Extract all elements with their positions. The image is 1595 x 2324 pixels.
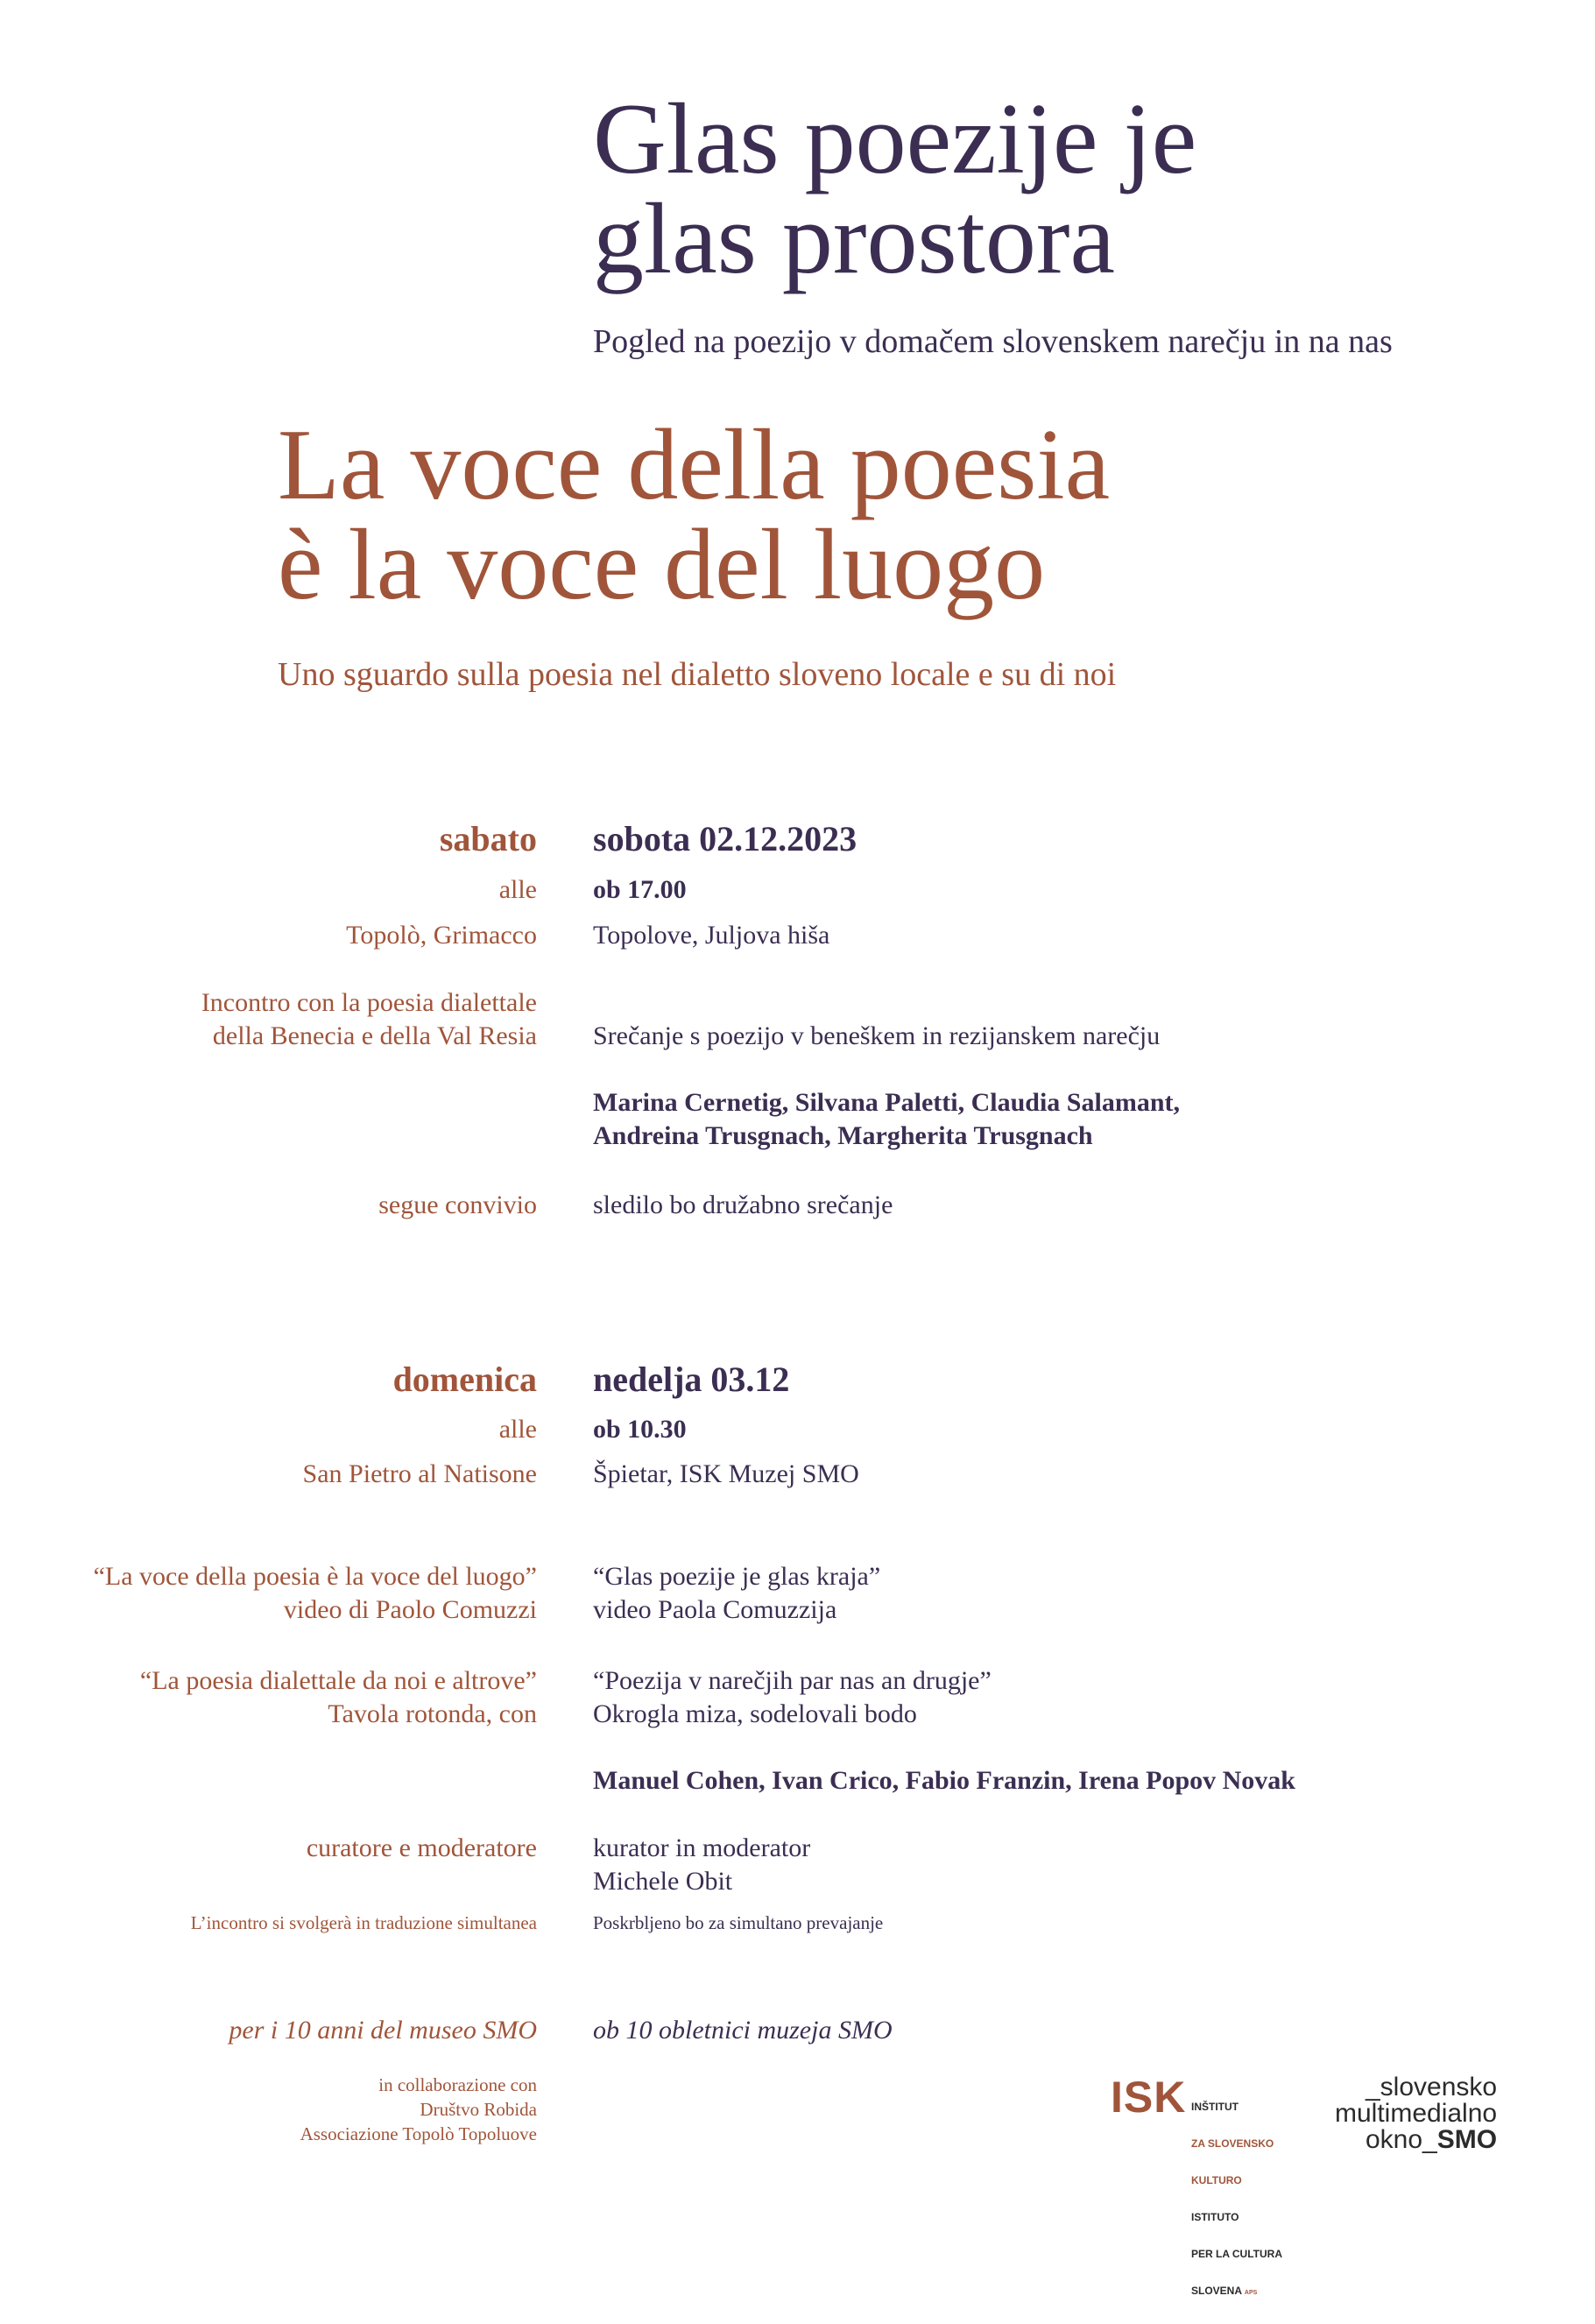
day2-place-italian: San Pietro al Natisone bbox=[302, 1459, 537, 1488]
isk-logo-mark: ISK bbox=[1111, 2073, 1187, 2122]
day2-place-slovenian: Špietar, ISK Muzej SMO bbox=[593, 1459, 859, 1488]
day1-poets bbox=[593, 1086, 1180, 1153]
collaboration-line3: Associazione Topolò Topoluove bbox=[300, 2123, 537, 2144]
day2-curator-italian: curatore e moderatore bbox=[306, 1833, 537, 1862]
isk-logo-aps: APS bbox=[1244, 2290, 1258, 2296]
day2-video-slovenian-line1: “Glas poezije je glas kraja” bbox=[593, 1562, 881, 1591]
smo-logo-line2: multimedialno bbox=[1335, 2099, 1498, 2128]
subtitle-italian: Uno sguardo sulla poesia nel dialetto sloveno locale e su di noi bbox=[278, 656, 1117, 693]
collaboration-credits bbox=[300, 2073, 537, 2146]
day2-roundtable-slovenian-line2: Okrogla miza, sodelovali bodo bbox=[593, 1699, 917, 1728]
day1-poets-line2: Andreina Trusgnach, Margherita Trusgnach bbox=[593, 1121, 1093, 1150]
smo-logo-line3 bbox=[1335, 2127, 1497, 2153]
day1-poets-line1: Marina Cernetig, Silvana Paletti, Claudia Salamant, bbox=[593, 1088, 1180, 1117]
title-italian-line1: La voce della poesia bbox=[278, 409, 1111, 521]
day2-video-italian bbox=[94, 1560, 537, 1627]
day2-roundtable-italian bbox=[140, 1664, 537, 1731]
day2-translation-italian: L’incontro si svolgerà in traduzione simultanea bbox=[190, 1912, 537, 1933]
day1-place-italian: Topolò, Grimacco bbox=[346, 921, 537, 950]
day1-event-italian bbox=[201, 986, 537, 1053]
day1-after-italian: segue convivio bbox=[378, 1190, 537, 1219]
day2-curator-slovenian-line2: Michele Obit bbox=[593, 1867, 733, 1896]
day2-time-italian: alle bbox=[498, 1415, 537, 1444]
smo-logo bbox=[1335, 2074, 1497, 2153]
smo-logo-smo: SMO bbox=[1436, 2125, 1498, 2154]
day2-video-slovenian bbox=[593, 1560, 880, 1627]
isk-logo-line6 bbox=[1191, 2285, 1282, 2299]
day2-roundtable-italian-line1: “La poesia dialettale da noi e altrove” bbox=[139, 1666, 537, 1695]
isk-logo-line2: ZA SLOVENSKO bbox=[1191, 2137, 1274, 2150]
day2-roundtable-slovenian-line1: “Poezija v narečjih par nas an drugje” bbox=[593, 1666, 992, 1695]
day1-event-italian-line1: Incontro con la poesia dialettale bbox=[201, 988, 537, 1017]
anniversary-italian: per i 10 anni del museo SMO bbox=[229, 2016, 537, 2045]
day1-day-italian: sabato bbox=[439, 819, 537, 858]
day1-place-slovenian: Topolove, Juljova hiša bbox=[593, 921, 830, 950]
day2-day-italian: domenica bbox=[392, 1360, 537, 1399]
day2-curator-slovenian-line1: kurator in moderator bbox=[593, 1833, 811, 1862]
day2-translation-slovenian: Poskrbljeno bo za simultano prevajanje bbox=[593, 1912, 884, 1933]
isk-logo-line5: PER LA CULTURA bbox=[1191, 2248, 1282, 2260]
day2-panelists: Manuel Cohen, Ivan Crico, Fabio Franzin, Irena Popov Novak bbox=[593, 1766, 1295, 1795]
day1-time-italian: alle bbox=[498, 875, 537, 904]
isk-logo-line4: ISTITUTO bbox=[1191, 2211, 1239, 2223]
collaboration-line2: Društvo Robida bbox=[420, 2099, 537, 2120]
day2-video-slovenian-line2: video Paola Comuzzija bbox=[593, 1595, 837, 1624]
isk-logo-line3: KULTURO bbox=[1191, 2174, 1242, 2186]
isk-logo-line1: INŠTITUT bbox=[1191, 2101, 1239, 2113]
title-italian bbox=[278, 409, 1111, 621]
day1-after-slovenian: sledilo bo družabno srečanje bbox=[593, 1190, 893, 1219]
smo-logo-line1: _slovensko bbox=[1366, 2073, 1498, 2101]
title-slovenian-line2: glas prostora bbox=[593, 183, 1115, 295]
title-slovenian-line1: Glas poezije je bbox=[593, 83, 1197, 195]
isk-logo-slovena: SLOVENA bbox=[1191, 2285, 1242, 2297]
day2-day-slovenian: nedelja 03.12 bbox=[593, 1360, 790, 1399]
day1-time-slovenian: ob 17.00 bbox=[593, 875, 687, 904]
day2-video-italian-line1: “La voce della poesia è la voce del luogo” bbox=[93, 1562, 537, 1591]
title-italian-line2: è la voce del luogo bbox=[278, 509, 1046, 621]
isk-logo-text bbox=[1191, 2076, 1282, 2324]
day2-time-slovenian: ob 10.30 bbox=[593, 1415, 687, 1444]
day1-event-italian-line2: della Benecia e della Val Resia bbox=[212, 1021, 537, 1050]
anniversary-slovenian: ob 10 obletnici muzeja SMO bbox=[593, 2016, 893, 2045]
day2-curator-slovenian bbox=[593, 1832, 810, 1898]
collaboration-line1: in collaborazione con bbox=[378, 2074, 537, 2095]
smo-logo-okno: okno_ bbox=[1366, 2125, 1437, 2154]
day2-roundtable-italian-line2: Tavola rotonda, con bbox=[328, 1699, 537, 1728]
day1-event-slovenian: Srečanje s poezijo v beneškem in rezijanskem narečju bbox=[593, 1021, 1161, 1050]
title-slovenian bbox=[593, 83, 1197, 295]
day2-roundtable-slovenian bbox=[593, 1664, 992, 1731]
day2-video-italian-line2: video di Paolo Comuzzi bbox=[283, 1595, 537, 1624]
day1-day-slovenian: sobota 02.12.2023 bbox=[593, 819, 857, 858]
subtitle-slovenian: Pogled na poezijo v domačem slovenskem narečju in na nas bbox=[593, 323, 1393, 360]
